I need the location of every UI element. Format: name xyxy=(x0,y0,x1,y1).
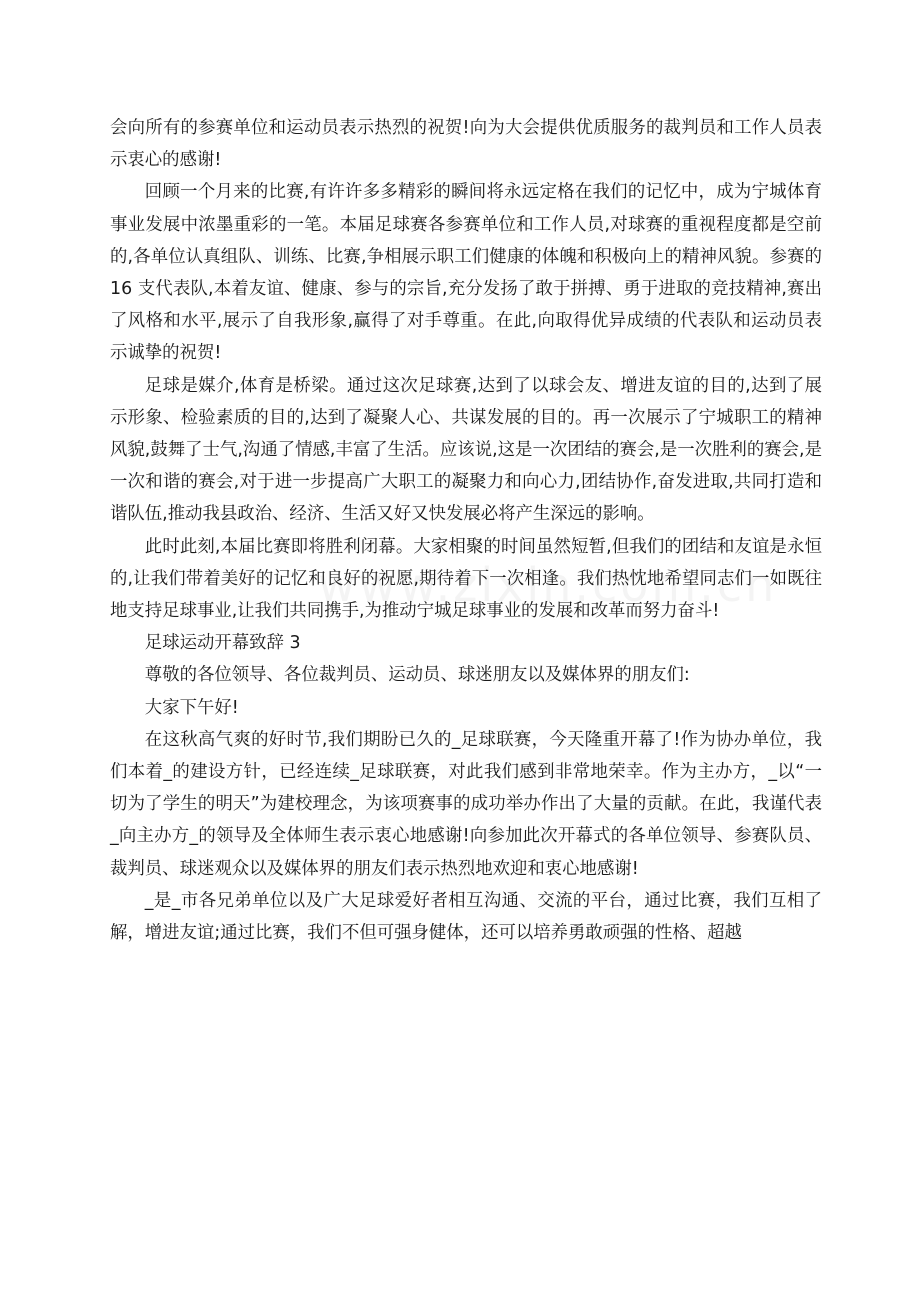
paragraph: 足球是媒介,体育是桥梁。通过这次足球赛,达到了以球会友、增进友谊的目的,达到了展示形象、检验素质的目的,达到了凝聚人心、共谋发展的目的。再一次展示了宁城职工的精神风貌,鼓舞了士气,沟通了情感,丰富了生活。应该说,这是一次团结的赛会,是一次胜利的赛会,是一次和谐的赛会,对于进一步提高广大职工的凝聚力和向心力,团结协作,奋发进取,共同打造和谐队伍,推动我县政治、经济、生活又好又快发展必将产生深远的影响。 xyxy=(110,375,822,525)
paragraph: 在这秋高气爽的好时节,我们期盼已久的_足球联赛，今天隆重开幕了!作为协办单位，我们本着_的建设方针，已经连续_足球联赛，对此我们感到非常地荣幸。作为主办方，_以“一切为了学生的明天”为建校理念，为该项赛事的成功举办作出了大量的贡献。在此，我谨代表_向主办方_的领导及全体师生表示衷心地感谢!向参加此次开幕式的各单位领导、参赛队员、裁判员、球迷观众以及媒体界的朋友们表示热烈地欢迎和衷心地感谢! xyxy=(110,729,822,879)
salutation: 尊敬的各位领导、各位裁判员、运动员、球迷朋友以及媒体界的朋友们: xyxy=(144,665,690,686)
paragraph: _是_市各兄弟单位以及广大足球爱好者相互沟通、交流的平台，通过比赛，我们互相了解，增进友谊;通过比赛，我们不但可强身健体，还可以培养勇敢顽强的性格、超越 xyxy=(110,890,822,944)
paragraph: 此时此刻,本届比赛即将胜利闭幕。大家相聚的时间虽然短暂,但我们的团结和友谊是永恒的,让我们带着美好的记忆和良好的祝愿,期待着下一次相逢。我们热忱地希望同志们一如既往地支持足球事业,让我们共同携手,为推动宁城足球事业的发展和改革而努力奋斗! xyxy=(110,536,822,622)
paragraph: 回顾一个月来的比赛,有许许多多精彩的瞬间将永远定格在我们的记忆中，成为宁城体育事业发展中浓墨重彩的一笔。本届足球赛各参赛单位和工作人员,对球赛的重视程度都是空前的,各单位认真组队、训练、比赛,争相展示职工们健康的体魄和积极向上的精神风貌。参赛的 16 支代表队,本着友谊、健康、参与的宗旨,充分发扬了敢于拼搏、勇于进取的竞技精神,赛出了风格和水平,展示了自我形象,赢得了对手尊重。在此,向取得优异成绩的代表队和运动员表示诚挚的祝贺! xyxy=(110,182,822,364)
document-page xyxy=(110,112,822,949)
paragraph: 会向所有的参赛单位和运动员表示热烈的祝贺!向为大会提供优质服务的裁判员和工作人员表示衷心的感谢! xyxy=(110,118,822,171)
greeting: 大家下午好! xyxy=(144,697,239,718)
section-heading: 足球运动开幕致辞 3 xyxy=(144,633,301,654)
